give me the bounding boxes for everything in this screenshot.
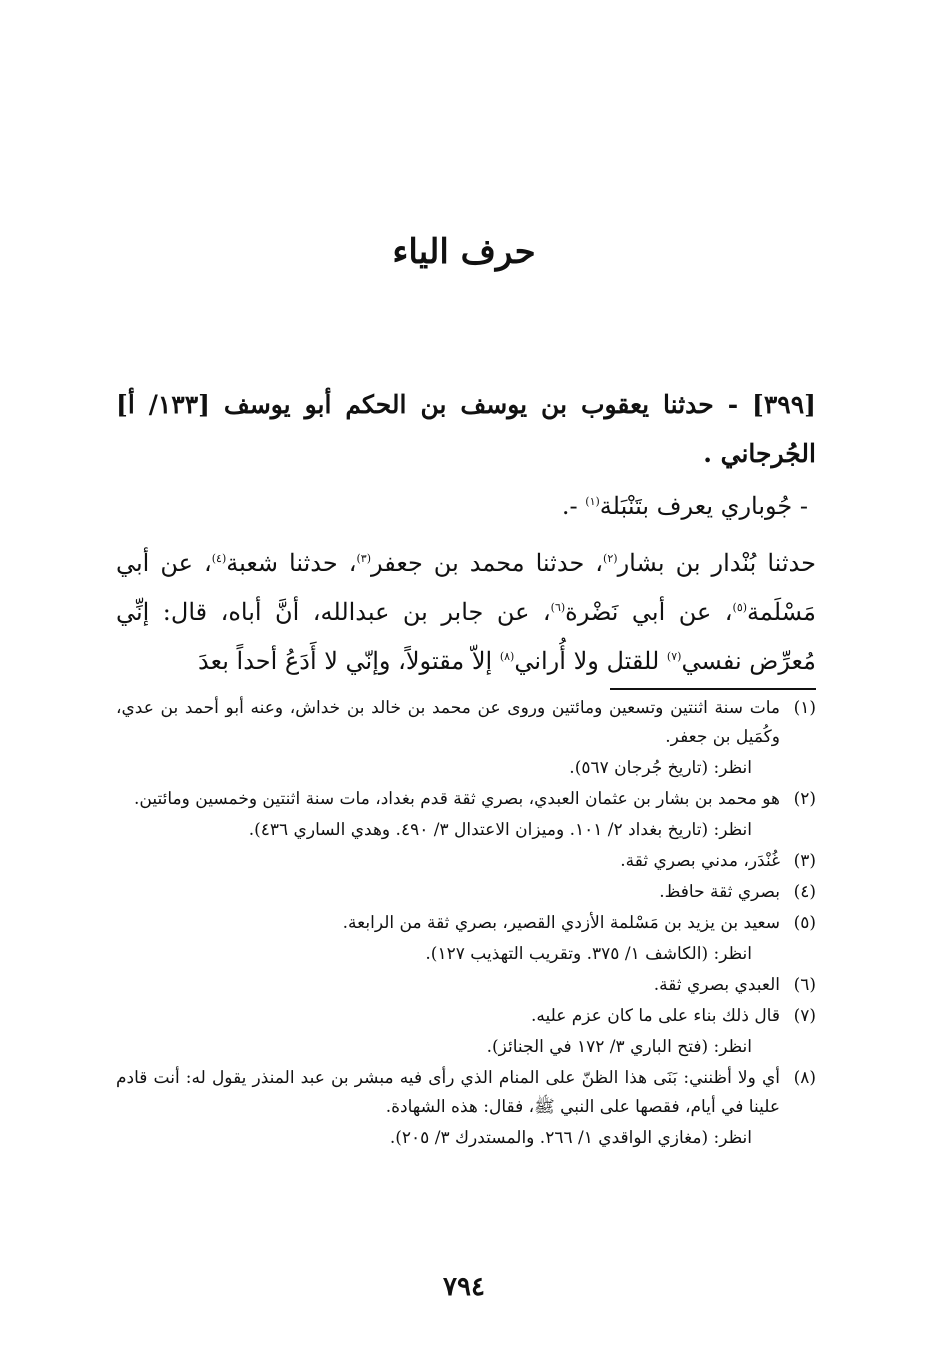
narrator-note	[116, 482, 816, 531]
footnote	[116, 971, 816, 1000]
narrator-note-end: -.	[561, 492, 586, 520]
footnote-ref: (١)	[585, 495, 600, 508]
footnote-reference: انظر: (تاريخ جُرجان ٥٦٧).	[569, 758, 752, 778]
isnad-segment: ، عن أبي نَضْرة	[565, 598, 733, 626]
footnote-ref: (٦)	[550, 601, 566, 614]
hadith-heading: [٣٩٩] - حدثنا يعقوب بن يوسف بن الحكم أبو يوسف [١٣٣/ أ] الجُرجاني .	[116, 390, 816, 468]
footnote-text: مات سنة اثنتين وتسعين ومائتين وروى عن محمد بن خالد بن خداش، وعنه أبو أحمد بن عدي، وكُمَيل بن جعفر.	[116, 698, 780, 747]
footnote-text: قال ذلك بناء على ما كان عزم عليه.	[530, 1006, 780, 1026]
footnote	[116, 878, 816, 907]
narrator-note-text: - جُوباري يعرف بتَنْبَلة	[599, 492, 808, 520]
hadith-text	[116, 539, 816, 686]
footnote-number: (٧)	[793, 1006, 816, 1026]
footnote-text: سعيد بن يزيد بن مَسْلمة الأزدي القصير، بصري ثقة من الرابعة.	[342, 913, 780, 933]
isnad-segment: إلاّ مقتولاً، وإنّي لا أَدَعُ أحداً بعدَ	[198, 647, 500, 675]
isnad-segment: للقتل ولا أُراني	[514, 647, 667, 675]
footnote-reference: انظر: (تاريخ بغداد ٢/ ١٠١. وميزان الاعتدال ٣/ ٤٩٠. وهدي الساري ٤٣٦).	[248, 820, 752, 840]
footnote	[116, 1064, 816, 1122]
footnote-ref: (٧)	[666, 650, 682, 663]
isnad-segment: ، عن جابر بن عبدالله، أنَّ أباه، قال: إنِّي مُعرِّض نفسي	[116, 598, 816, 675]
footnote-ref: (٢)	[603, 552, 618, 565]
footnote-ref: (٣)	[356, 552, 371, 565]
footnote-text: غُنْدَر، مدني بصري ثقة.	[620, 851, 780, 871]
footnotes	[116, 694, 816, 1155]
footnote-text: العبدي بصري ثقة.	[653, 975, 780, 995]
footnote	[116, 1002, 816, 1031]
isnad-segment: ، عن أبي مَسْلَمة	[116, 549, 816, 626]
footnote-reference: انظر: (مغازي الواقدي ١/ ٢٦٦. والمستدرك ٣/ ٢٠٥).	[389, 1128, 752, 1148]
footnote	[116, 847, 816, 876]
footnote-number: (٥)	[793, 913, 816, 933]
footnote-text: بصري ثقة حافظ.	[659, 882, 780, 902]
footnote-ref: (٨)	[499, 650, 515, 663]
main-text	[116, 380, 816, 686]
footnote-number: (١)	[793, 698, 816, 718]
footnote	[116, 694, 816, 752]
isnad-segment: حدثنا بُنْدار بن بشار	[617, 549, 816, 577]
footnote-reference: انظر: (الكاشف ١/ ٣٧٥. وتقريب التهذيب ١٢٧).	[425, 944, 752, 964]
isnad-segment: ، حدثنا محمد بن جعفر	[371, 549, 604, 577]
footnote-ref: (٥)	[732, 601, 748, 614]
page-number: ٧٩٤	[443, 1272, 485, 1302]
footnote-number: (٤)	[793, 882, 816, 902]
footnote-separator	[610, 688, 816, 690]
footnote-text: هو محمد بن بشار بن عثمان العبدي، بصري ثقة قدم بغداد، مات سنة اثنتين وخمسين ومائتين.	[134, 789, 780, 809]
chapter-title: حرف الياء	[392, 232, 536, 272]
footnote-number: (٨)	[793, 1068, 816, 1088]
footnote	[116, 909, 816, 938]
footnote-number: (٣)	[793, 851, 816, 871]
footnote-number: (٦)	[793, 975, 816, 995]
footnote	[116, 785, 816, 814]
footnote-ref: (٤)	[211, 552, 227, 565]
footnote-number: (٢)	[793, 789, 816, 809]
footnote-reference: انظر: (فتح الباري ٣/ ١٧٢ في الجنائز).	[486, 1037, 752, 1057]
footnote-text: أي ولا أظنني: بَنَى هذا الظنّ على المنام الذي رأى فيه مبشر بن عبد المنذر يقول له: أنت قادم علينا في أيام، فقصها على النبي ﷺ، فقال: هذه الشهادة.	[116, 1068, 780, 1117]
isnad-segment: ، حدثنا شعبة	[226, 549, 357, 577]
